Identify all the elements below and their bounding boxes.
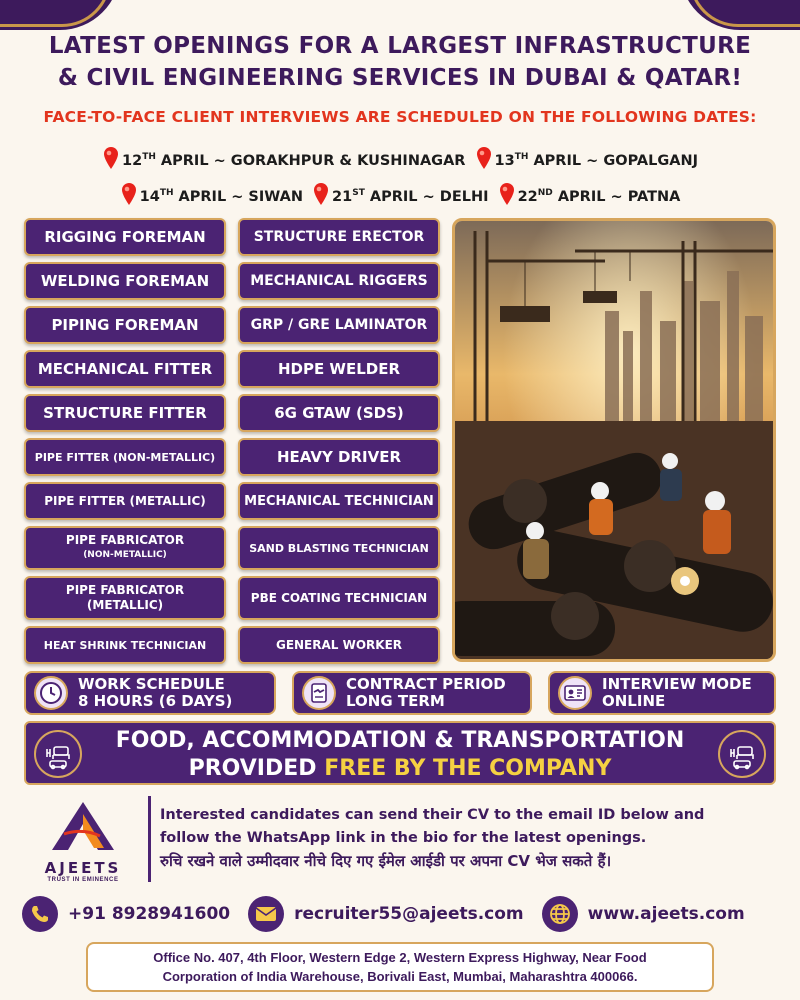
job-mechanical-fitter: MECHANICAL FITTER — [24, 350, 226, 388]
date-item: 21ST APRIL ~ DELHI — [312, 182, 488, 206]
job-piping-foreman: PIPING FOREMAN — [24, 306, 226, 344]
instructions-line-2: follow the WhatsApp link in the bio for the latest openings. — [160, 830, 647, 846]
interview-mode-value: ONLINE — [602, 692, 666, 710]
job-welding-foreman: WELDING FOREMAN — [24, 262, 226, 300]
work-schedule-label: WORK SCHEDULE — [78, 675, 225, 693]
job-sand-blasting-technician: SAND BLASTING TECHNICIAN — [238, 526, 440, 570]
job-grp-gre-laminator: GRP / GRE LAMINATOR — [238, 306, 440, 344]
job-structure-erector: STRUCTURE ERECTOR — [238, 218, 440, 256]
address-line-2: Corporation of India Warehouse, Borivali East, Mumbai, Maharashtra 400066. — [162, 969, 638, 984]
company-tagline: TRUST IN EMINENCE — [47, 877, 119, 883]
map-pin-icon — [102, 146, 120, 170]
contract-period-label: CONTRACT PERIOD — [346, 675, 506, 693]
job-subtitle: (NON-METALLIC) — [83, 550, 167, 560]
job-general-worker: GENERAL WORKER — [238, 626, 440, 664]
job-heavy-driver: HEAVY DRIVER — [238, 438, 440, 476]
address-line-1: Office No. 407, 4th Floor, Western Edge 2, Western Express Highway, Near Food — [153, 950, 647, 965]
date-item: 14TH APRIL ~ SIWAN — [120, 182, 303, 206]
date-item: 22ND APRIL ~ PATNA — [498, 182, 681, 206]
headline-line-1: LATEST OPENINGS FOR A LARGEST INFRASTRUCTURE — [48, 33, 752, 59]
construction-illustration — [455, 221, 773, 659]
job-rigging-foreman: RIGGING FOREMAN — [24, 218, 226, 256]
video-call-icon — [558, 676, 592, 710]
contract-period-value: LONG TERM — [346, 692, 445, 710]
job-mechanical-technician: MECHANICAL TECHNICIAN — [238, 482, 440, 520]
transport-accommodation-icon — [718, 730, 766, 778]
map-pin-icon — [120, 182, 138, 206]
headline-line-2: & CIVIL ENGINEERING SERVICES IN DUBAI & QATAR! — [57, 65, 743, 91]
phone-contact[interactable] — [22, 896, 230, 932]
benefits-highlight: FREE BY THE COMPANY — [324, 756, 612, 781]
job-title: PIPE FABRICATOR — [65, 533, 185, 547]
job-pbe-coating-technician: PBE COATING TECHNICIAN — [238, 576, 440, 620]
job-info-row — [24, 671, 776, 715]
company-name: AJEETS — [44, 859, 122, 877]
job-mechanical-riggers: MECHANICAL RIGGERS — [238, 262, 440, 300]
instructions-line-hindi: रुचि रखने वाले उम्मीदवार नीचे दिए गए ईमेल आईडी पर अपना CV भेज सकते हैं। — [160, 852, 612, 870]
corner-ornament-right — [680, 0, 800, 30]
construction-site-image — [452, 218, 776, 662]
job-6g-gtaw: 6G GTAW (SDS) — [238, 394, 440, 432]
website-url[interactable]: www.ajeets.com — [587, 904, 745, 924]
contract-period-badge — [292, 671, 532, 715]
map-pin-icon — [498, 182, 516, 206]
date-item: 12TH APRIL ~ GORAKHPUR & KUSHINAGAR — [102, 146, 465, 170]
job-pipe-fabricator-metallic — [24, 576, 226, 620]
map-pin-icon — [475, 146, 493, 170]
phone-icon — [22, 896, 58, 932]
corner-ornament-left — [0, 0, 120, 30]
email-contact[interactable] — [248, 896, 524, 932]
interview-dates-heading: FACE-TO-FACE CLIENT INTERVIEWS ARE SCHEDULED ON THE FOLLOWING DATES: — [43, 108, 757, 126]
food-accommodation-icon — [34, 730, 82, 778]
date-item: 13TH APRIL ~ GOPALGANJ — [475, 146, 698, 170]
ajeets-logo-icon — [48, 800, 118, 852]
job-title: PIPE FABRICATOR — [65, 583, 185, 597]
job-structure-fitter: STRUCTURE FITTER — [24, 394, 226, 432]
job-list — [24, 218, 440, 670]
application-instructions — [160, 804, 780, 873]
phone-number[interactable]: +91 8928941600 — [68, 904, 231, 924]
map-pin-icon — [312, 182, 330, 206]
headline — [0, 30, 800, 94]
globe-icon — [542, 896, 578, 932]
interview-mode-badge — [548, 671, 776, 715]
contact-row — [22, 896, 782, 932]
interview-mode-label: INTERVIEW MODE — [602, 675, 752, 693]
handshake-icon — [302, 676, 336, 710]
company-logo — [28, 800, 138, 886]
clock-icon — [34, 676, 68, 710]
dates-row-1 — [0, 146, 800, 170]
work-schedule-badge — [24, 671, 276, 715]
benefits-banner — [24, 721, 776, 785]
job-pipe-fitter-metallic: PIPE FITTER (METALLIC) — [24, 482, 226, 520]
benefits-line-1: FOOD, ACCOMMODATION & TRANSPORTATION — [115, 728, 685, 753]
job-hdpe-welder: HDPE WELDER — [238, 350, 440, 388]
job-heat-shrink-technician: HEAT SHRINK TECHNICIAN — [24, 626, 226, 664]
instructions-line-1: Interested candidates can send their CV to the email ID below and — [160, 807, 705, 823]
email-address[interactable]: recruiter55@ajeets.com — [294, 904, 524, 924]
office-address — [86, 942, 714, 992]
envelope-icon — [248, 896, 284, 932]
dates-row-2 — [0, 182, 800, 206]
website-contact[interactable] — [542, 896, 745, 932]
benefits-line-2: PROVIDED FREE BY THE COMPANY — [188, 756, 612, 781]
work-schedule-value: 8 HOURS (6 DAYS) — [78, 692, 233, 710]
vertical-divider — [148, 796, 151, 882]
job-subtitle: (METALLIC) — [86, 598, 164, 612]
job-pipe-fabricator-non-metallic — [24, 526, 226, 570]
job-pipe-fitter-non-metallic: PIPE FITTER (NON-METALLIC) — [24, 438, 226, 476]
